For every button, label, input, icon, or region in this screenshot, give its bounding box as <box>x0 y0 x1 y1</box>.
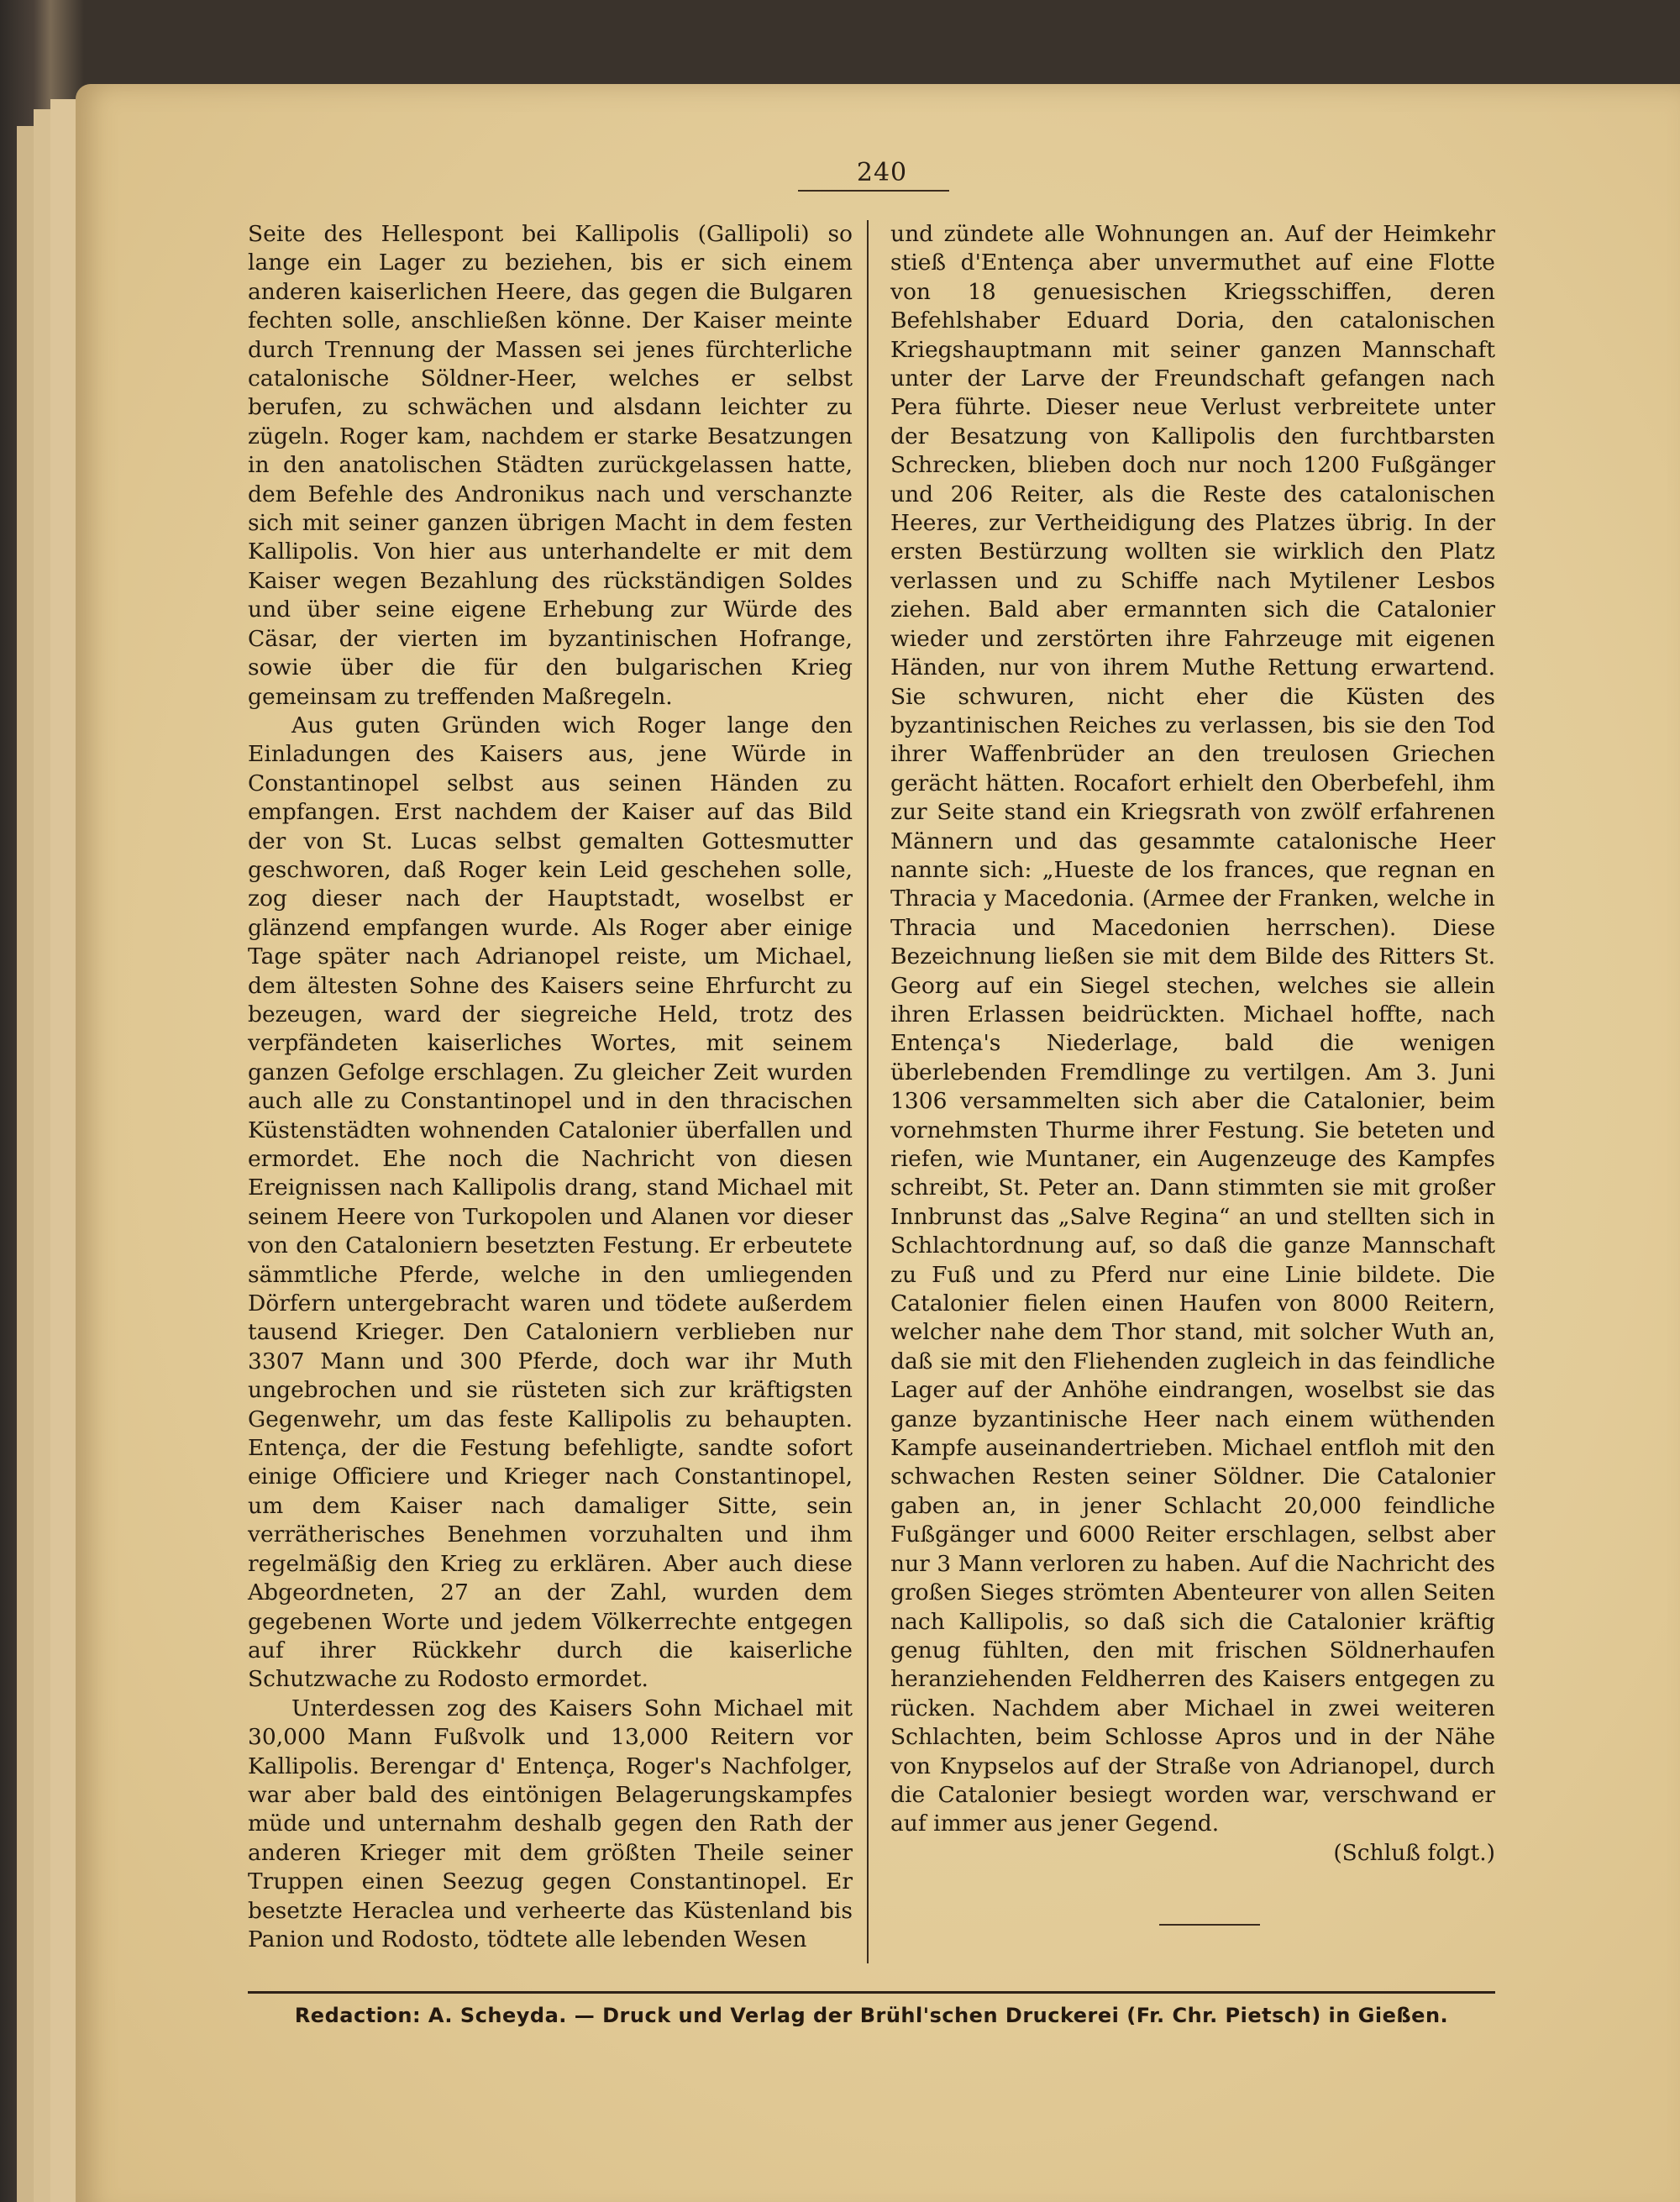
paragraph: Seite des Hellespont bei Kallipolis (Gallipoli) so lange ein Lager zu beziehen, bis er sich einem anderen kaiserlichen Heere, das gegen die Bulgaren fechten solle, anschließen könne. Der Kaiser meinte durch Trennung der Massen sei jenes fürchterliche catalonische Söldner-Heer, welches er selbst berufen, zu schwächen und alsdann leichter zu zügeln. Roger kam, nachdem er starke Besatzungen in den anatolischen Städten zurückgelassen hatte, dem Befehle des Andronikus nach und verschanzte sich mit seiner ganzen übrigen Macht in dem festen Kallipolis. Von hier aus unterhandelte er mit dem Kaiser wegen Bezahlung des rückständigen Soldes und über seine eigene Erhebung zur Würde des Cäsar, der vierten im byzantinischen Hofrange, sowie über die für den bulgarischen Krieg gemeinsam zu treffenden Maßregeln. <box>248 221 853 710</box>
imprint: Redaction: A. Scheyda. — Druck und Verlag der Brühl'schen Druckerei (Fr. Chr. Pietsch) in Gießen. <box>294 2004 1449 2027</box>
left-column <box>248 220 853 1954</box>
header-rule <box>798 190 949 192</box>
page-number: 240 <box>856 158 908 187</box>
continuation-note: (Schluß folgt.) <box>1333 1839 1495 1866</box>
paragraph: Unterdessen zog des Kaisers Sohn Michael mit 30,000 Mann Fußvolk und 13,000 Reitern vor Kallipolis. Berengar d' Entença, Roger's Nachfolger, war aber bald des eintönigen Belagerungskampfes müde und unternahm deshalb gegen den Rath der anderen Krieger mit dem größten Theile seiner Truppen einen Seezug gegen Constantinopel. Er besetzte Heraclea und verheerte das Küstenland bis Panion und Rodosto, tödtete alle lebenden Wesen <box>248 1695 853 1952</box>
column-divider <box>867 220 869 1963</box>
paragraph: und zündete alle Wohnungen an. Auf der Heimkehr stieß d'Entença aber unvermuthet auf eine Flotte von 18 genuesischen Kriegsschiffen, deren Befehlshaber Eduard Doria, den catalonischen Kriegshauptmann mit seiner ganzen Mannschaft unter der Larve der Freundschaft gefangen nach Pera führte. Dieser neue Verlust verbreitete unter der Besatzung von Kallipolis den furchtbarsten Schrecken, blieben doch nur noch 1200 Fußgänger und 206 Reiter, als die Reste des catalonischen Heeres, zur Vertheidigung des Platzes übrig. In der ersten Bestürzung wollten sie wirklich den Platz verlassen und zu Schiffe nach Mytilener Lesbos ziehen. Bald aber ermannten sich die Catalonier wieder und zerstörten ihre Fahrzeuge mit eigenen Händen, nur von ihrem Muthe Rettung erwartend. Sie schwuren, nicht eher die Küsten des byzantinischen Reiches zu verlassen, bis sie den Tod ihrer Waffenbrüder an den treulosen Griechen gerächt hätten. Rocafort erhielt den Oberbefehl, ihm zur Seite stand ein Kriegsrath von zwölf erfahrenen Männern und das gesammte catalonische Heer nannte sich: „Hueste de los frances, que regnan en Thracia y Macedonia. (Armee der Franken, welche in Thracia und Macedonien herrschen). Diese Bezeichnung ließen sie mit dem Bilde des Ritters St. Georg auf ein Siegel stechen, welches sie allein ihren Erlassen beidrückten. Michael hoffte, nach Entença's Niederlage, bald die wenigen überlebenden Fremdlinge zu vertilgen. Am 3. Juni 1306 versammelten sich aber die Catalonier, beim vornehmsten Thurme ihrer Festung. Sie beteten und riefen, wie Muntaner, ein Augenzeuge des Kampfes schreibt, St. Peter an. Dann stimmten sie mit großer Innbrunst das „Salve Regina“ an und stellten sich in Schlachtordnung auf, so daß die ganze Mannschaft zu Fuß und zu Pferd nur eine Linie bildete. Die Catalonier fielen einen Haufen von 8000 Reitern, welcher nahe dem Thor stand, mit solcher Wuth an, daß sie mit den Fliehenden zugleich in das feindliche Lager auf der Anhöhe eindrangen, woselbst sie das ganze byzantinische Heer nach einem wüthenden Kampfe auseinandertrieben. Michael entfloh mit den schwachen Resten seiner Söldner. Die Catalonier gaben an, in jener Schlacht 20,000 feindliche Fußgänger und 6000 Reiter erschlagen, selbst aber nur 3 Mann verloren zu haben. Auf die Nachricht des großen Sieges strömten Abenteurer von allen Seiten nach Kallipolis, so daß sich die Catalonier kräftig genug fühlten, den mit frischen Söldnerhaufen heranziehenden Feldherren des Kaisers entgegen zu rücken. Nachdem aber Michael in zwei weiteren Schlachten, beim Schlosse Apros und in der Nähe von Knypselos auf der Straße von Adrianopel, durch die Catalonier besiegt worden war, verschwand er auf immer aus jener Gegend. <box>890 221 1495 1837</box>
paragraph: Aus guten Gründen wich Roger lange den Einladungen des Kaisers aus, jene Würde in Constantinopel selbst aus seinen Händen zu empfangen. Erst nachdem der Kaiser auf das Bild der von St. Lucas selbst gemalten Gottesmutter geschworen, daß Roger kein Leid geschehen solle, zog dieser nach der Hauptstadt, woselbst er glänzend empfangen wurde. Als Roger aber einige Tage später nach Adrianopel reiste, um Michael, dem ältesten Sohne des Kaisers seine Ehrfurcht zu bezeugen, ward der siegreiche Held, trotz des verpfändeten kaiserliches Wortes, mit seinem ganzen Gefolge erschlagen. Zu gleicher Zeit wurden auch alle zu Constantinopel und in den thracischen Küstenstädten wohnenden Catalonier überfallen und ermordet. Ehe noch die Nachricht von diesen Ereignissen nach Kallipolis drang, stand Michael mit seinem Heere von Turkopolen und Alanen vor dieser von den Cataloniern besetzten Festung. Er erbeutete sämmtliche Pferde, welche in den umliegenden Dörfern untergebracht waren und tödete außerdem tausend Krieger. Den Cataloniern verblieben nur 3307 Mann und 300 Pferde, doch war ihr Muth ungebrochen und sie rüsteten sich zur kräftigsten Gegenwehr, um das feste Kallipolis zu behaupten. Entença, der die Festung befehligte, sandte sofort einige Officiere und Krieger nach Constantinopel, um dem Kaiser nach damaliger Sitte, sein verrätherisches Benehmen vorzuhalten und ihm regelmäßig den Krieg zu erklären. Aber auch diese Abgeordneten, 27 an der Zahl, wurden dem gegebenen Worte und jedem Völkerrechte entgegen auf ihrer Rückkehr durch die kaiserliche Schutzwache zu Rodosto ermordet. <box>248 712 853 1693</box>
footer-rule <box>248 1991 1495 1994</box>
end-rule <box>1159 1924 1260 1926</box>
right-column <box>890 220 1495 1868</box>
